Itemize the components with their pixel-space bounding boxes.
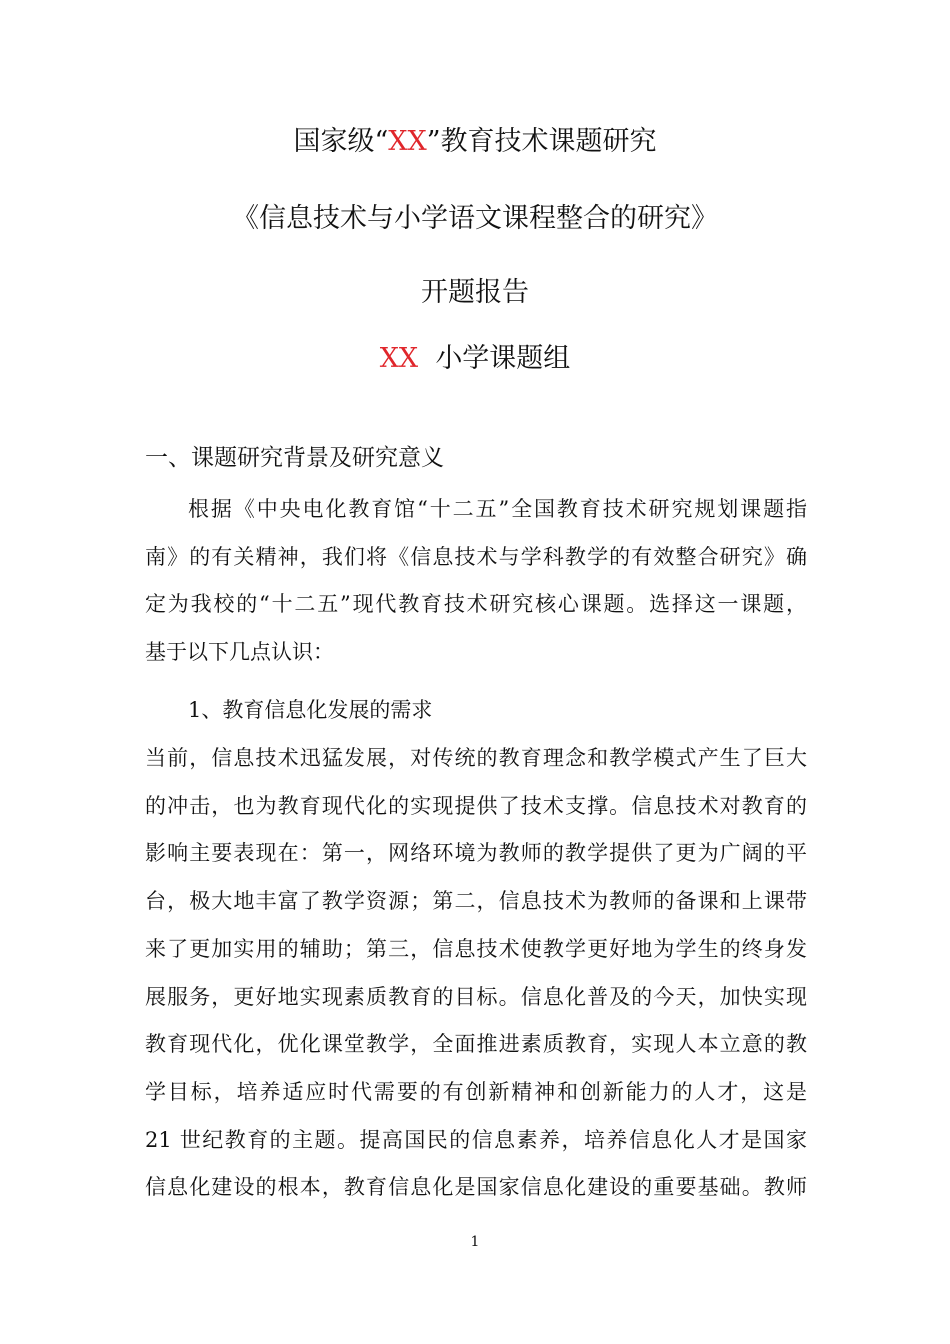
- group-name: 小学课题组: [435, 343, 571, 374]
- report-type: 开题报告: [421, 277, 529, 308]
- group-highlight: XX: [379, 343, 419, 374]
- section-heading: 一、课题研究背景及研究意义: [145, 445, 444, 471]
- paragraph-line: 南》的有关精神，我们将《信息技术与学科教学的有效整合研究》确: [145, 544, 807, 569]
- paragraph-line: 来了更加实用的辅助；第三，信息技术使教学更好地为学生的终身发: [145, 936, 807, 961]
- paragraph-line: 影响主要表现在：第一，网络环境为教师的教学提供了更为广阔的平: [145, 841, 807, 866]
- paragraph-line: 学目标，培养适应时代需要的有创新精神和创新能力的人才，这是: [145, 1079, 807, 1104]
- document-title: [0, 122, 950, 162]
- paragraph-line: 21 世纪教育的主题。提高国民的信息素养，培养信息化人才是国家: [145, 1127, 807, 1152]
- paragraph-line: 的冲击，也为教育现代化的实现提供了技术支撑。信息技术对教育的: [145, 793, 807, 818]
- paragraph-line: 当前，信息技术迅猛发展，对传统的教育理念和教学模式产生了巨大: [145, 746, 807, 770]
- paragraph-line: 台，极大地丰富了教学资源；第二，信息技术为教师的备课和上课带: [145, 889, 807, 914]
- title-highlight: XX: [388, 126, 427, 157]
- intro-paragraph: [145, 486, 807, 677]
- title-suffix: ”教育技术课题研究: [426, 126, 657, 157]
- subsection-heading: 1、教育信息化发展的需求: [188, 698, 433, 722]
- paragraph-line: 信息化建设的根本，教育信息化是国家信息化建设的重要基础。教师: [145, 1175, 807, 1200]
- paragraph-line: 根据《中央电化教育馆“十二五”全国教育技术研究规划课题指: [188, 497, 807, 521]
- research-group: [0, 339, 950, 379]
- paragraph-line: 展服务，更好地实现素质教育的目标。信息化普及的今天，加快实现: [145, 984, 807, 1009]
- paragraph-line: 定为我校的“十二五”现代教育技术研究核心课题。选择这一课题，: [145, 592, 807, 617]
- title-prefix: 国家级“: [293, 126, 389, 157]
- document-subtitle: 《信息技术与小学语文课程整合的研究》: [232, 203, 718, 234]
- page-number: 1: [470, 1234, 480, 1250]
- paragraph-line: 教育现代化，优化课堂教学，全面推进素质教育，实现人本立意的教: [145, 1032, 807, 1057]
- paragraph-line: 基于以下几点认识：: [145, 640, 334, 665]
- body-paragraph: [145, 735, 807, 1212]
